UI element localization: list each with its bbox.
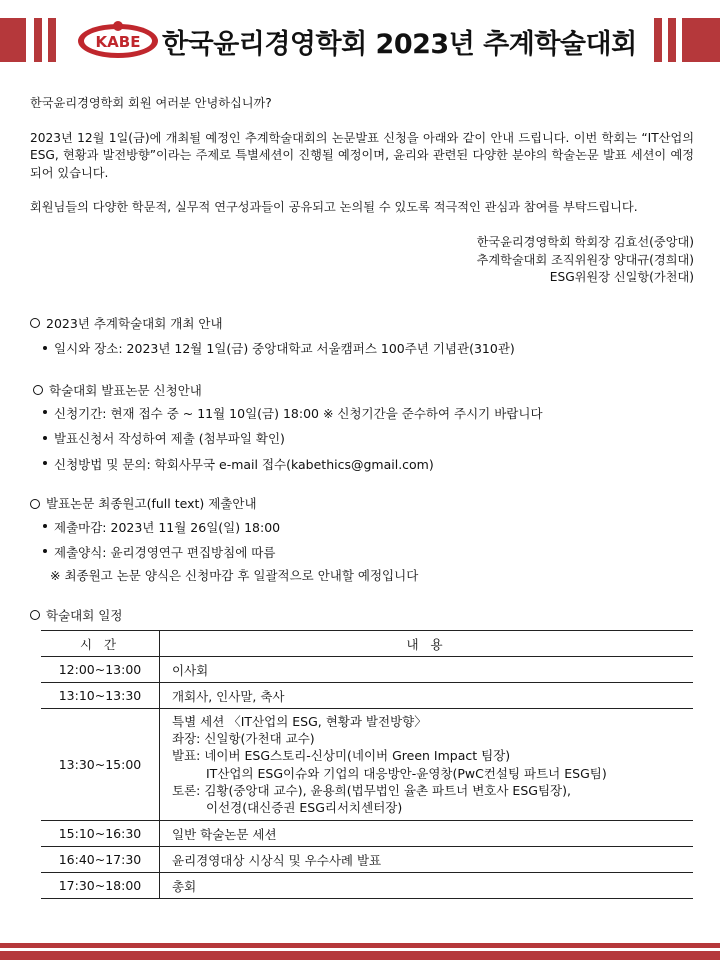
column-header-time: 시 간 <box>41 631 160 657</box>
letter-body <box>30 95 694 624</box>
column-header-content: 내 용 <box>160 631 694 657</box>
session-line: 발표: 네이버 ESG스토리-신상미(네이버 Green Impact 팀장) <box>172 748 511 764</box>
header-decor-bar <box>668 18 676 62</box>
header-decor-bar <box>48 18 56 62</box>
time-cell: 13:10~13:30 <box>41 683 160 709</box>
footer-decor-bar <box>0 943 720 948</box>
content-cell <box>160 709 694 821</box>
session-line: 이선경(대신증권 ESG리서치센터장) <box>206 800 403 816</box>
bullet-icon <box>43 436 47 440</box>
bullet-icon <box>43 461 47 465</box>
header-decor-bar <box>654 18 662 62</box>
bullet-icon <box>43 549 47 553</box>
time-cell: 15:10~16:30 <box>41 821 160 847</box>
table-row <box>41 821 693 847</box>
session-line: 좌장: 신일항(가천대 교수) <box>172 731 315 747</box>
circle-bullet-icon <box>30 318 40 328</box>
bullet-icon <box>43 410 47 414</box>
signature-line: 추계학술대회 조직위원장 양대규(경희대) <box>476 252 694 267</box>
circle-bullet-icon <box>30 610 40 620</box>
svg-text:KABE: KABE <box>95 33 141 51</box>
intro-paragraph: 2023년 12월 1일(금)에 개최될 예정인 추계학술대회의 논문발표 신청을 아래와 같이 안내 드립니다. 이번 학회는 “IT산업의 ESG, 현황과 발전방향”이라는 주제로 특별세션이 진행될 예정이며, 윤리와 관련된 다양한 분야의 학술논문 발표 세션이 예정되어 있습니다. <box>30 130 694 180</box>
page-title: 한국윤리경영학회 2023년 추계학술대회 <box>162 29 637 60</box>
circle-bullet-icon <box>33 385 43 395</box>
header <box>0 18 720 64</box>
bullet-icon <box>43 346 47 350</box>
note-text: ※ 최종원고 논문 양식은 신청마감 후 일괄적으로 안내할 예정입니다 <box>50 568 419 584</box>
header-decor-bar <box>0 18 26 62</box>
content-cell: 일반 학술논문 세션 <box>160 821 694 847</box>
header-decor-bar <box>34 18 42 62</box>
session-line: 토론: 김황(중앙대 교수), 윤용희(법무법인 율촌 파트너 변호사 ESG팀장), <box>172 782 571 798</box>
list-item: 발표신청서 작성하여 제출 (첨부파일 확인) <box>30 430 694 448</box>
time-cell: 13:30~15:00 <box>41 709 160 821</box>
content-cell: 총회 <box>160 873 694 899</box>
footer-decor-bar <box>0 951 720 960</box>
session-line: IT산업의 ESG이슈와 기업의 대응방안-윤영창(PwC컨설팅 파트너 ESG팀) <box>206 765 607 781</box>
greeting: 한국윤리경영학회 회원 여러분 안녕하십니까? <box>30 96 272 110</box>
table-row <box>41 847 693 873</box>
header-decor-bar <box>682 18 720 62</box>
request-paragraph: 회원님들의 다양한 학문적, 실무적 연구성과들이 공유되고 논의될 수 있도록 적극적인 관심과 참여를 부탁드립니다. <box>30 200 638 215</box>
content-cell: 개회사, 인사말, 축사 <box>160 683 694 709</box>
signature-line: 한국윤리경영학회 학회장 김효선(중앙대) <box>476 234 694 249</box>
table-row <box>41 709 693 821</box>
kabe-logo <box>76 20 160 60</box>
schedule-table <box>41 630 693 899</box>
content-cell: 이사회 <box>160 657 694 683</box>
table-row <box>41 873 693 899</box>
list-item: 제출양식: 윤리경영연구 편집방침에 따름 <box>30 544 694 562</box>
list-item: 신청기간: 현재 접수 중 ~ 11월 10일(금) 18:00 ※ 신청기간을 준수하여 주시기 바랍니다 <box>30 405 694 423</box>
list-item: 제출마감: 2023년 11월 26일(일) 18:00 <box>30 519 694 537</box>
section-heading: 학술대회 발표논문 신청안내 <box>30 382 694 400</box>
table-row <box>41 657 693 683</box>
section-heading: 발표논문 최종원고(full text) 제출안내 <box>30 495 694 513</box>
list-item: 일시와 장소: 2023년 12월 1일(금) 중앙대학교 서울캠퍼스 100주년 기념관(310관) <box>30 340 694 358</box>
content-cell: 윤리경영대상 시상식 및 우수사례 발표 <box>160 847 694 873</box>
section-heading: 학술대회 일정 <box>30 607 694 625</box>
table-row <box>41 683 693 709</box>
time-cell: 12:00~13:00 <box>41 657 160 683</box>
section-heading: 2023년 추계학술대회 개최 안내 <box>30 315 694 333</box>
time-cell: 17:30~18:00 <box>41 873 160 899</box>
time-cell: 16:40~17:30 <box>41 847 160 873</box>
list-item: 신청방법 및 문의: 학회사무국 e-mail 접수(kabethics@gmail.com) <box>30 456 694 474</box>
circle-bullet-icon <box>30 499 40 509</box>
signature-line: ESG위원장 신일항(가천대) <box>549 270 694 285</box>
session-line: 특별 세션 〈IT산업의 ESG, 현황과 발전방향〉 <box>172 714 427 729</box>
bullet-icon <box>43 524 47 528</box>
